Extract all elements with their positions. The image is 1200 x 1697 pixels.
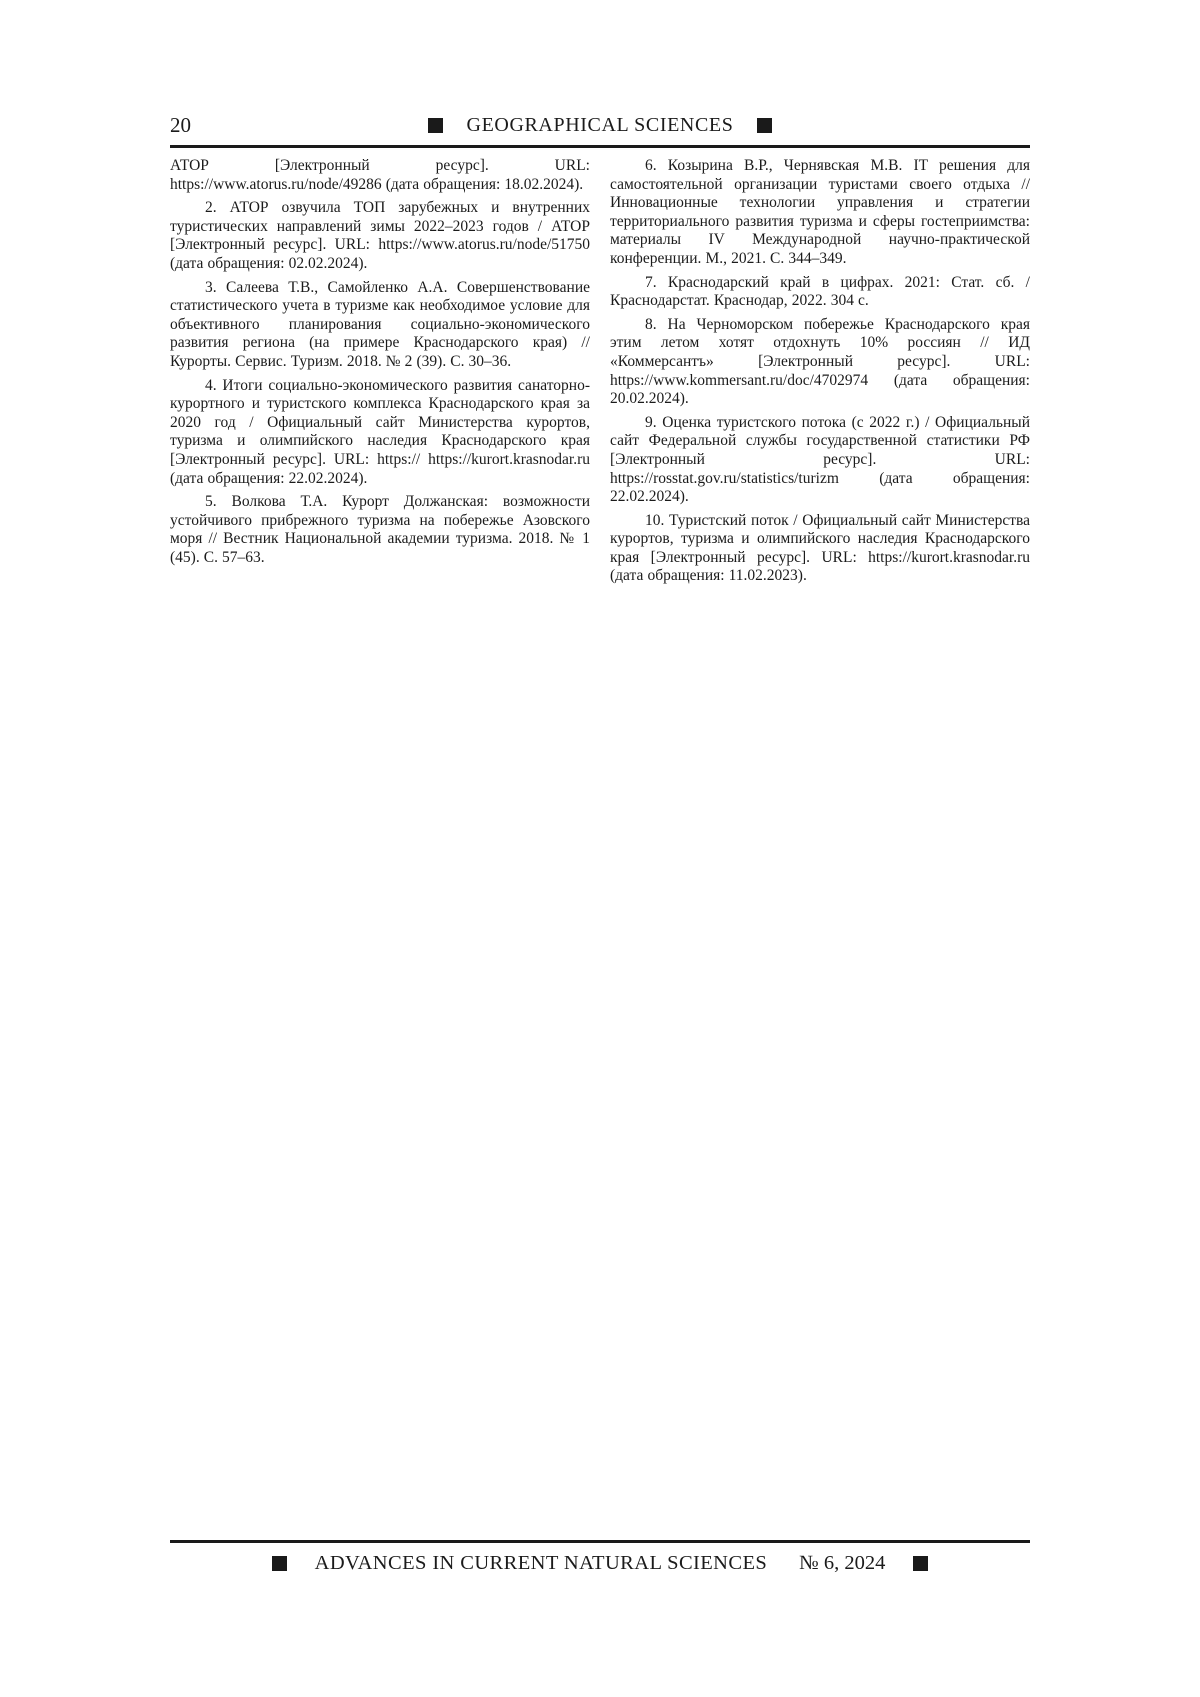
footer-journal-title: ADVANCES IN CURRENT NATURAL SCIENCES xyxy=(314,1551,768,1574)
reference-item: 7. Краснодарский край в цифрах. 2021: Стат. сб. / Краснодарстат. Краснодар, 2022. 304 с. xyxy=(610,273,1030,310)
page-header xyxy=(170,110,1030,140)
header-left-square-icon xyxy=(428,118,443,133)
header-right-square-icon xyxy=(757,118,772,133)
reference-item: 2. АТОР озвучила ТОП зарубежных и внутренних туристических направлений зимы 2022–2023 годов / АТОР [Электронный ресурс]. URL: https://www.atorus.ru/node/51750 (дата обращения: 02.02.2024). xyxy=(170,199,590,272)
reference-item: 4. Итоги социально-экономического развития санаторно-курортного и туристского комплекса Краснодарского края за 2020 год / Официальный сайт Министерства курортов, туризма и олимпийского наследия Краснодарского края [Электронный ресурс]. URL: https:// https://kurort.krasnodar.ru (дата обращения: 22.02.2024). xyxy=(170,376,590,487)
reference-item: 8. На Черноморском побережье Краснодарского края этим летом хотят отдохнуть 10% россиян // ИД «Коммерсантъ» [Электронный ресурс]. URL: https://www.kommersant.ru/doc/4702974 (дата обращения: 20.02.2024). xyxy=(610,315,1030,408)
header-title: GEOGRAPHICAL SCIENCES xyxy=(466,113,734,136)
page-footer xyxy=(170,1547,1030,1579)
references-right-column xyxy=(610,157,1030,591)
references-left-column xyxy=(170,157,590,591)
reference-item: 6. Козырина В.Р., Чернявская М.В. IT решения для самостоятельной организации туристами своего отдыха // Инновационные технологии управления и стратегии территориального развития туризма и сферы гостеприимства: материалы IV Международной научно-практической конференции. М., 2021. С. 344–349. xyxy=(610,157,1030,267)
footer-left-square-icon xyxy=(272,1556,287,1571)
reference-item: 5. Волкова Т.А. Курорт Должанская: возможности устойчивого прибрежного туризма на побережье Азовского моря // Вестник Национальной академии туризма. 2018. № 1 (45). С. 57–63. xyxy=(170,493,590,566)
footer-rule xyxy=(170,1540,1030,1543)
reference-item: 10. Туристский поток / Официальный сайт Министерства курортов, туризма и олимпийского наследия Краснодарского края [Электронный ресурс]. URL: https://kurort.krasnodar.ru (дата обращения: 11.02.2023). xyxy=(610,511,1030,585)
page-number: 20 xyxy=(170,113,191,137)
footer-issue: № 6, 2024 xyxy=(799,1551,886,1574)
header-title-group xyxy=(170,110,1030,140)
reference-item: 9. Оценка туристского потока (с 2022 г.) / Официальный сайт Федеральной службы государственной статистики РФ [Электронный ресурс]. URL: https://rosstat.gov.ru/statistics/turizm (дата обращения: 22.02.2024). xyxy=(610,413,1030,506)
reference-item: АТОР [Электронный ресурс]. URL: https://www.atorus.ru/node/49286 (дата обращения: 18.02.2024). xyxy=(170,157,590,193)
header-rule xyxy=(170,145,1030,148)
reference-item: 3. Салеева Т.В., Самойленко А.А. Совершенствование статистического учета в туризме как необходимое условие для объективного планирования социально-экономического развития региона (на примере Краснодарского края) // Курорты. Сервис. Туризм. 2018. № 2 (39). С. 30–36. xyxy=(170,278,590,370)
references-section xyxy=(170,157,1030,591)
footer-right-square-icon xyxy=(913,1556,928,1571)
